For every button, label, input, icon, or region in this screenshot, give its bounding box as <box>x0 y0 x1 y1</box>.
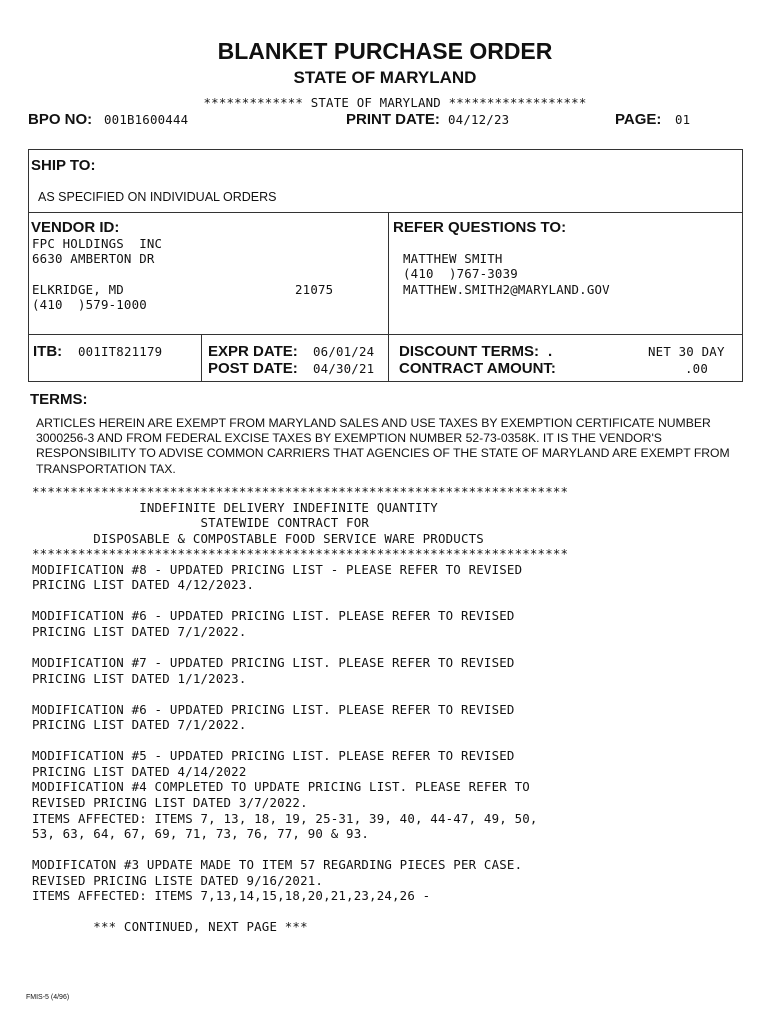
body-line: PRICING LIST DATED 7/1/2022. <box>32 623 247 639</box>
body-line: PRICING LIST DATED 7/1/2022. <box>32 717 247 733</box>
body-line: PRICING LIST DATED 4/14/2022 <box>32 763 247 779</box>
contract-amount-label: CONTRACT AMOUNT: <box>399 360 556 377</box>
terms-text: ARTICLES HEREIN ARE EXEMPT FROM MARYLAND SALES AND USE TAXES BY EXEMPTION CERTIFICATE NUMBER 3000256-3 AND FROM FEDERAL EXCISE TAXES BY EXEMPTION NUMBER 52-73-0358K. IT IS THE VENDOR'S RESPONSIBILITY TO ADVISE COMMON CARRIERS THAT AGENCIES OF THE STATE OF MARYLAND ARE EXEMPT FROM TRANSPORTATION TAX. <box>36 416 730 476</box>
post-date-value: 04/30/21 <box>313 361 375 376</box>
body-line: DISPOSABLE & COMPOSTABLE FOOD SERVICE WARE PRODUCTS <box>32 530 484 546</box>
body-line: MODIFICATION #6 - UPDATED PRICING LIST. PLEASE REFER TO REVISED <box>32 701 515 717</box>
print-date-value: 04/12/23 <box>448 112 510 127</box>
bpo-label: BPO NO: <box>28 111 93 128</box>
body-line: MODIFICATION #4 COMPLETED TO UPDATE PRICING LIST. PLEASE REFER TO <box>32 779 530 795</box>
document-subtitle: STATE OF MARYLAND <box>293 68 477 87</box>
body-line: PRICING LIST DATED 4/12/2023. <box>32 577 255 593</box>
body-line: PRICING LIST DATED 1/1/2023. <box>32 670 247 686</box>
body-line: MODIFICATION #6 - UPDATED PRICING LIST. PLEASE REFER TO REVISED <box>32 608 515 624</box>
expr-date-label: EXPR DATE: <box>208 343 298 360</box>
body-line: REVISED PRICING LIST DATED 3/7/2022. <box>32 795 308 810</box>
post-date-label: POST DATE: <box>208 360 298 377</box>
vendor-street: 6630 AMBERTON DR <box>32 251 155 266</box>
discount-terms-mark: . <box>548 343 553 360</box>
expr-date-value: 06/01/24 <box>313 344 375 359</box>
vendor-name: FPC HOLDINGS INC <box>32 236 163 251</box>
page-number: 01 <box>675 112 691 127</box>
body-line: MODIFICATION #8 - UPDATED PRICING LIST - PLEASE REFER TO REVISED <box>32 561 523 577</box>
refer-questions-label: REFER QUESTIONS TO: <box>393 219 567 236</box>
body-line: MODIFICATION #5 - UPDATED PRICING LIST. PLEASE REFER TO REVISED <box>32 748 515 764</box>
body-line: MODIFICATION #7 - UPDATED PRICING LIST. PLEASE REFER TO REVISED <box>32 655 515 671</box>
body-line: ITEMS AFFECTED: ITEMS 7,13,14,15,18,20,21,23,24,26 - <box>32 888 431 904</box>
body-line: INDEFINITE DELIVERY INDEFINITE QUANTITY <box>32 499 438 515</box>
terms-label: TERMS: <box>30 391 88 408</box>
form-id: FMIS-5 (4/96) <box>26 994 70 1001</box>
state-banner: ************* STATE OF MARYLAND ****************** <box>203 95 587 110</box>
contact-phone: (410 )767-3039 <box>403 266 518 281</box>
body-line: ITEMS AFFECTED: ITEMS 7, 13, 18, 19, 25-31, 39, 40, 44-47, 49, 50, <box>32 810 538 826</box>
vendor-zip: 21075 <box>295 282 334 297</box>
body-line: REVISED PRICING LISTE DATED 9/16/2021. <box>32 872 324 888</box>
page-label: PAGE: <box>615 111 662 128</box>
body-line: *** CONTINUED, NEXT PAGE *** <box>32 919 308 935</box>
itb-number: 001IT821179 <box>78 344 163 359</box>
ship-to-value: AS SPECIFIED ON INDIVIDUAL ORDERS <box>38 190 277 204</box>
body-line: STATEWIDE CONTRACT FOR <box>32 515 370 531</box>
print-date-label: PRINT DATE: <box>346 111 440 128</box>
body-line: MODIFICATON #3 UPDATE MADE TO ITEM 57 REGARDING PIECES PER CASE. <box>32 857 523 873</box>
discount-terms-label: DISCOUNT TERMS: <box>399 343 539 360</box>
contact-email[interactable]: MATTHEW.SMITH2@MARYLAND.GOV <box>403 282 610 297</box>
contact-name: MATTHEW SMITH <box>403 251 503 266</box>
bpo-number: 001B1600444 <box>104 112 189 127</box>
vendor-id-label: VENDOR ID: <box>31 219 120 236</box>
itb-label: ITB: <box>33 343 63 360</box>
document-title: BLANKET PURCHASE ORDER <box>217 38 553 64</box>
body-line: 53, 63, 64, 67, 69, 71, 73, 76, 77, 90 & 93. <box>32 826 370 842</box>
contract-amount-value: .00 <box>685 361 708 376</box>
body-line: ********************************************************************** <box>32 484 569 499</box>
body-line: ********************************************************************** <box>32 546 569 562</box>
discount-terms-value: NET 30 DAY <box>648 344 725 359</box>
vendor-city: ELKRIDGE, MD <box>32 282 124 297</box>
vendor-phone: (410 )579-1000 <box>32 297 147 312</box>
ship-to-label: SHIP TO: <box>31 157 96 174</box>
